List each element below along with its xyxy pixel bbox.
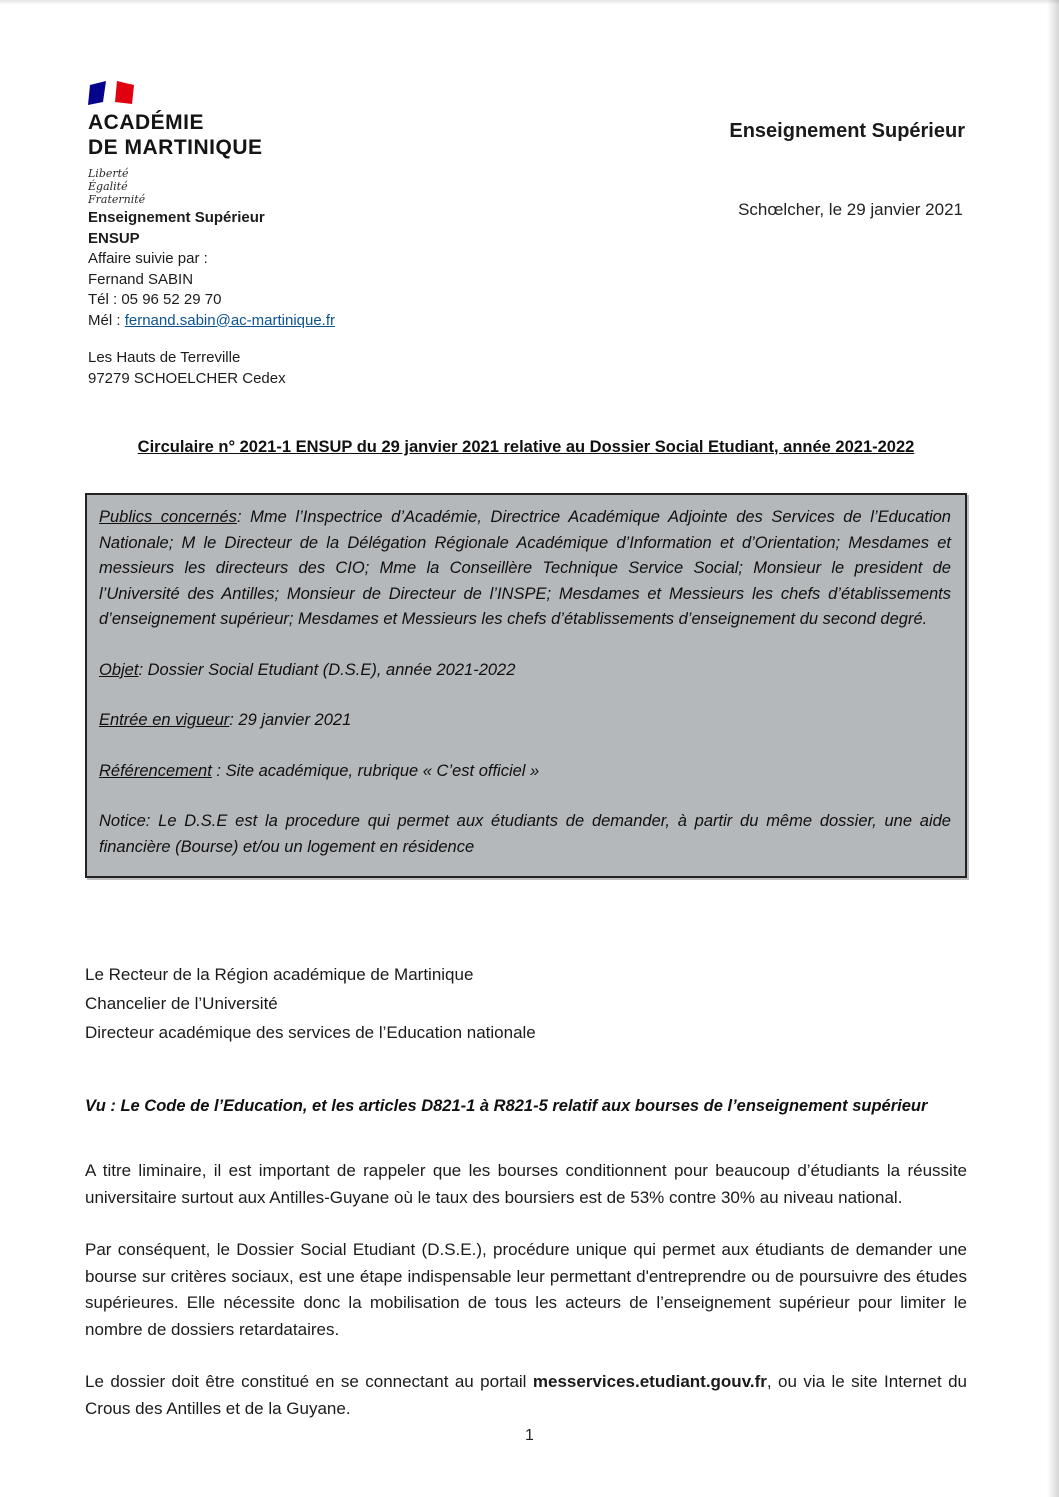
- summary-referencement: [99, 759, 951, 785]
- body-paragraph-portal: [85, 1369, 967, 1422]
- contact-unit: ENSUP: [88, 229, 140, 247]
- address-line1: Les Hauts de Terreville: [88, 349, 241, 366]
- academy-logo-block: [88, 80, 263, 206]
- summary-vigueur: [99, 708, 951, 734]
- motto-liberte: Liberté: [88, 167, 129, 180]
- address-block: [88, 347, 286, 389]
- vu-reference-line: Vu : Le Code de l’Education, et les articles D821-1 à R821-5 relatif aux bourses de l’enseignement supérieur: [85, 1097, 928, 1115]
- summary-box: [85, 493, 967, 878]
- recipient-line: Directeur académique des services de l’Education nationale: [85, 1023, 536, 1042]
- summary-objet-text: : Dossier Social Etudiant (D.S.E), année 2021-2022: [138, 660, 516, 679]
- scan-top-shadow: [0, 0, 1059, 5]
- summary-referencement-text: : Site académique, rubrique « C’est officiel »: [211, 761, 540, 780]
- address-line2: 97279 SCHOELCHER Cedex: [88, 370, 286, 387]
- summary-objet: [99, 658, 951, 684]
- contact-dept: Enseignement Supérieur: [88, 209, 265, 226]
- contact-handled-by-label: Affaire suivie par :: [88, 250, 208, 267]
- summary-notice-text: : Le D.S.E est la procedure qui permet aux étudiants de demander, à partir du même dossier, une aide financière (Bourse) et/ou un logement en résidence: [99, 812, 951, 856]
- summary-objet-label: Objet: [99, 660, 139, 679]
- summary-referencement-label: Référencement: [99, 761, 212, 780]
- academy-name: [88, 110, 263, 160]
- recipient-line: Le Recteur de la Région académique de Martinique: [85, 965, 474, 984]
- circular-title: Circulaire n° 2021-1 ENSUP du 29 janvier 2021 relative au Dossier Social Etudiant, année 2021-2022: [137, 438, 915, 456]
- scan-right-shadow: [1047, 0, 1059, 1497]
- motto-fraternite: Fraternité: [88, 193, 146, 206]
- body-paragraph-2: Par conséquent, le Dossier Social Etudiant (D.S.E.), procédure unique qui permet aux étudiants de demander une bourse sur critères sociaux, est une étape indispensable leur permettant d'entreprendre ou de poursuivre des études supérieures. Elle nécessite donc la mobilisation de tous les acteurs de l’enseignement supérieur pour limiter le nombre de dossiers retardataires.: [85, 1240, 967, 1339]
- republic-motto: [88, 167, 263, 206]
- contact-email-label: Mél :: [88, 311, 125, 329]
- summary-publics: [99, 505, 951, 633]
- summary-vigueur-label: Entrée en vigueur: [99, 711, 230, 729]
- contact-email-line: [88, 311, 335, 332]
- summary-vigueur-text: : 29 janvier 2021: [229, 711, 352, 729]
- body-paragraph-1: A titre liminaire, il est important de rappeler que les bourses conditionnent pour beaucoup d’étudiants la réussite universitaire surtout aux Antilles-Guyane où le taux des boursiers est de 53% contre 30% au niveau national.: [85, 1161, 967, 1207]
- recipients-block: [85, 960, 967, 1047]
- email-link[interactable]: fernand.sabin@ac-martinique.fr: [124, 311, 336, 329]
- summary-publics-text: : Mme l’Inspectrice d’Académie, Directrice Académique Adjointe des Services de l’Education Nationale; M le Directeur de la Délégation Régionale Académique d’Information et d’Orientation; Mesdames et messieurs les directeurs des CIO; Mme la Conseillère Technique Service Social; Monsieur le president de l’Université des Antilles; Monsieur de Directeur de l’INSPE; Mesdames et Messieurs les chefs d’établissements d’enseignement supérieur; Mesdames et Messieurs les chefs d’établissements d’enseignement du second degré.: [99, 508, 951, 628]
- french-flag-icon: [88, 80, 136, 106]
- contact-phone: Tél : 05 96 52 29 70: [88, 291, 222, 308]
- portal-text-before: Le dossier doit être constitué en se connectant au portail: [85, 1372, 533, 1391]
- contact-block: [88, 208, 335, 331]
- summary-publics-label: Publics concernés: [99, 508, 237, 526]
- contact-handler-name: Fernand SABIN: [88, 270, 194, 288]
- page-number: 1: [525, 1427, 534, 1444]
- portal-text-after: , ou via le site Internet du Crous des Antilles et de la Guyane.: [85, 1372, 968, 1418]
- department-title: Enseignement Supérieur: [729, 120, 965, 142]
- dateline: Schœlcher, le 29 janvier 2021: [738, 200, 963, 219]
- summary-notice: [99, 809, 951, 860]
- motto-egalite: Égalité: [88, 180, 128, 193]
- summary-notice-label: Notice: [99, 812, 146, 830]
- recipient-line: Chancelier de l’Université: [85, 994, 278, 1013]
- body-text: [85, 1158, 967, 1422]
- portal-url: messervices.etudiant.gouv.fr: [532, 1372, 767, 1391]
- main-content: [85, 438, 967, 1422]
- academy-name-line2: DE MARTINIQUE: [88, 136, 263, 159]
- academy-name-line1: ACADÉMIE: [88, 111, 205, 134]
